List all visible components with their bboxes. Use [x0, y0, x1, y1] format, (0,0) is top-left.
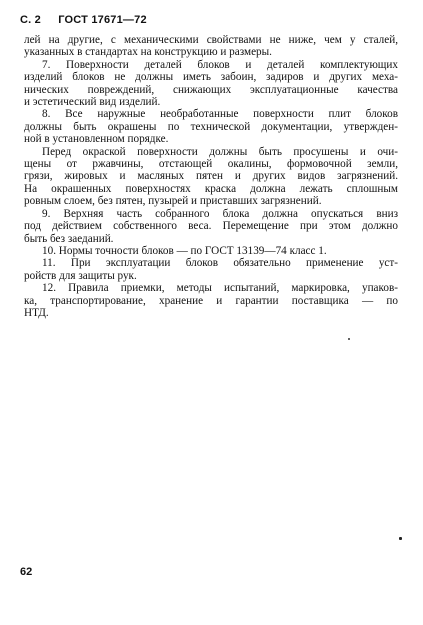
standard-code: ГОСТ 17671—72: [58, 14, 147, 26]
page-number: 62: [20, 566, 33, 578]
text-line: 12. Правила приемки, методы испытаний, маркировка, упаков-: [42, 282, 398, 295]
text-line: изделий блоков не должны иметь забоин, задиров и других меха-: [24, 71, 398, 84]
page-header: [20, 14, 161, 26]
body-text: [24, 34, 398, 319]
text-line: 8. Все наружные необработанные поверхности плит блоков: [42, 108, 398, 121]
text-line: 9. Верхняя часть собранного блока должна опускаться вниз: [42, 207, 398, 220]
speck-mark: [399, 537, 402, 540]
text-line: ной в установленном порядке.: [24, 133, 169, 146]
speck-mark: [348, 338, 350, 340]
text-line: НТД.: [24, 306, 49, 319]
text-line: должны быть окрашены по технической документации, утвержден-: [24, 120, 398, 133]
text-line: щены от ржавчины, отстающей окалины, формовочной земли,: [24, 158, 398, 171]
text-line: указанных в стандартах на конструкцию и размеры.: [24, 46, 272, 59]
page-label: С. 2: [20, 14, 41, 26]
text-line: 10. Нормы точности блоков — по ГОСТ 13139—74 класс 1.: [42, 244, 327, 257]
text-line: и эстетический вид изделий.: [24, 96, 161, 109]
text-line: На окрашенных поверхностях краска должна лежать сплошным: [24, 182, 398, 195]
text-line: лей на другие, с механическими свойствами не ниже, чем у сталей,: [24, 34, 398, 46]
text-line: 7. Поверхности деталей блоков и деталей комплектующих: [42, 58, 398, 71]
text-line: под действием собственного веса. Перемещение при этом должно: [24, 220, 398, 233]
text-line: ровным слоем, без пятен, пузырей и приставших загрязнений.: [24, 195, 322, 208]
text-line: Перед окраской поверхности должны быть просушены и очи-: [42, 145, 398, 158]
text-line: 11. При эксплуатации блоков обязательно применение уст-: [42, 257, 398, 270]
text-line: ройств для защиты рук.: [24, 269, 137, 282]
text-line: ка, транспортирование, хранение и гарантии поставщика — по: [24, 294, 398, 307]
text-line: нических повреждений, снижающих эксплуатационные качества: [24, 83, 398, 96]
text-line: грязи, жировых и масляных пятен и других видов загрязнений.: [24, 170, 398, 183]
text-line: быть без заеданий.: [24, 232, 114, 245]
